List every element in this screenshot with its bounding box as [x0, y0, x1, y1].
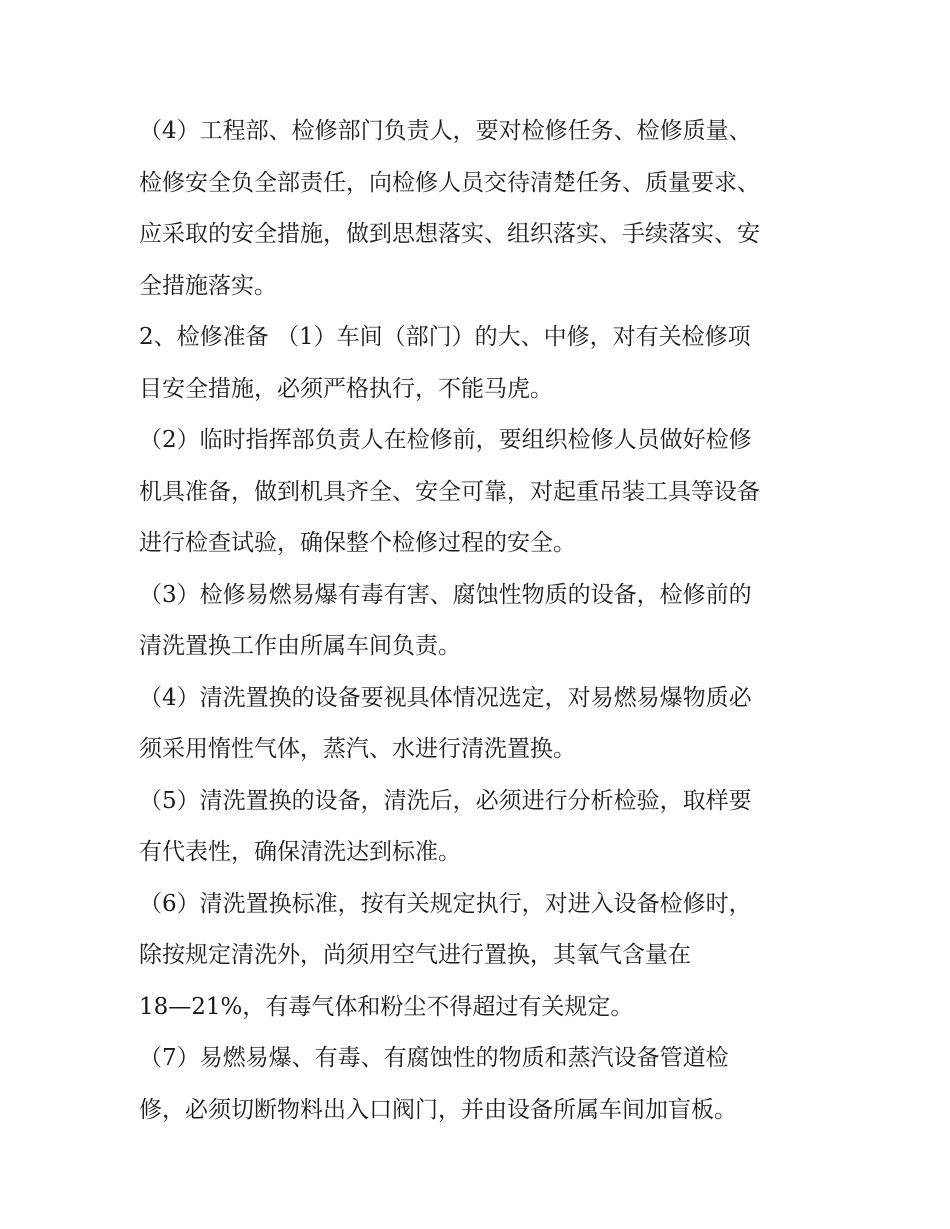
text-line: 应采取的安全措施，做到思想落实、组织落实、手续落实、安 [139, 221, 760, 247]
text-line: 清洗置换工作由所属车间负责。 [139, 633, 461, 659]
text-line: （6）清洗置换标准，按有关规定执行，对进入设备检修时， [139, 890, 752, 917]
text-line: 进行检查试验，确保整个检修过程的安全。 [139, 530, 576, 556]
text-line: 机具准备，做到机具齐全、安全可靠，对起重吊装工具等设备 [139, 478, 760, 505]
text-line: （5）清洗置换的设备，清洗后，必须进行分析检验，取样要 [139, 787, 752, 814]
text-line: 检修安全负全部责任，向检修人员交待清楚任务、质量要求、 [139, 169, 760, 196]
text-line: 全措施落实。 [139, 272, 277, 299]
document-body [139, 106, 819, 1136]
text-line: （2）临时指挥部负责人在检修前，要组织检修人员做好检修 [139, 427, 752, 453]
text-line: 有代表性，确保清洗达到标准。 [139, 839, 461, 865]
text-line: 目安全措施，必须严格执行，不能马虎。 [139, 375, 553, 402]
text-line: 18—21%，有毒气体和粉尘不得超过有关规定。 [139, 993, 634, 1020]
text-line: 2、检修准备 （1）车间（部门）的大、中修，对有关检修项 [139, 324, 751, 350]
text-line: 修，必须切断物料出入口阀门，并由设备所属车间加盲板。 [139, 1096, 737, 1123]
text-line: （4）工程部、检修部门负责人，要对检修任务、检修质量、 [139, 118, 752, 144]
text-line: （7）易燃易爆、有毒、有腐蚀性的物质和蒸汽设备管道检 [139, 1045, 729, 1071]
text-line: 除按规定清洗外，尚须用空气进行置换，其氧气含量在 [139, 942, 691, 968]
text-line: （4）清洗置换的设备要视具体情况选定，对易燃易爆物质必 [139, 684, 752, 711]
text-line: 须采用惰性气体，蒸汽、水进行清洗置换。 [139, 736, 576, 762]
text-line: （3）检修易燃易爆有毒有害、腐蚀性物质的设备，检修前的 [139, 581, 752, 608]
